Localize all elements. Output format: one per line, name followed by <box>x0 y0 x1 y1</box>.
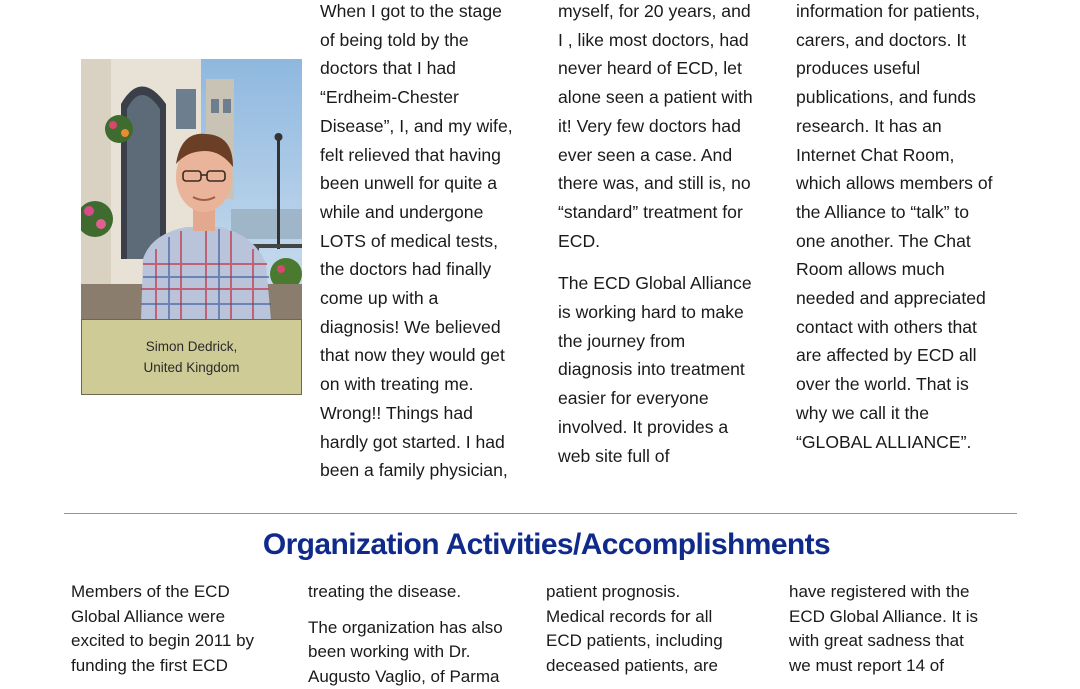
caption-name: Simon Dedrick, <box>146 336 238 357</box>
text-line: When I got to the stage <box>320 0 513 26</box>
activities-column-2 <box>308 580 503 689</box>
activities-paragraph <box>308 616 503 689</box>
text-line: The organization has also <box>308 616 503 641</box>
text-line: information for patients, <box>796 0 993 26</box>
text-line: the journey from <box>558 327 753 356</box>
text-line: Medical records for all <box>546 605 723 630</box>
text-line: Augusto Vaglio, of Parma <box>308 665 503 689</box>
text-line: “Erdheim-Chester <box>320 83 513 112</box>
text-line: on with treating me. <box>320 370 513 399</box>
text-line: have registered with the <box>789 580 978 605</box>
text-line: it! Very few doctors had <box>558 112 753 141</box>
text-line: diagnosis into treatment <box>558 355 753 384</box>
text-line: I , like most doctors, had <box>558 26 753 55</box>
text-line: diagnosis! We believed <box>320 313 513 342</box>
text-line: come up with a <box>320 284 513 313</box>
activities-column-3 <box>546 580 723 678</box>
text-line: easier for everyone <box>558 384 753 413</box>
caption-location: United Kingdom <box>143 357 239 378</box>
text-line: The ECD Global Alliance <box>558 269 753 298</box>
text-line: Room allows much <box>796 255 993 284</box>
text-line: myself, for 20 years, and <box>558 0 753 26</box>
text-line: felt relieved that having <box>320 141 513 170</box>
article-paragraph <box>320 0 513 485</box>
section-title: Organization Activities/Accomplishments <box>0 525 1080 565</box>
activities-column-1 <box>71 580 254 678</box>
article-column-3 <box>796 0 993 456</box>
text-line: produces useful <box>796 54 993 83</box>
text-line: been unwell for quite a <box>320 169 513 198</box>
text-line: ever seen a case. And <box>558 141 753 170</box>
text-line: which allows members of <box>796 169 993 198</box>
article-column-1 <box>320 0 513 485</box>
text-line: Wrong!! Things had <box>320 399 513 428</box>
text-line: over the world. That is <box>796 370 993 399</box>
photo-caption <box>81 319 302 395</box>
text-line: never heard of ECD, let <box>558 54 753 83</box>
text-line: the Alliance to “talk” to <box>796 198 993 227</box>
text-line: one another. The Chat <box>796 227 993 256</box>
activities-paragraph <box>789 580 978 678</box>
text-line: ECD patients, including <box>546 629 723 654</box>
photo-illustration <box>81 59 302 320</box>
text-line: the doctors had finally <box>320 255 513 284</box>
activities-paragraph <box>71 580 254 678</box>
text-line: Members of the ECD <box>71 580 254 605</box>
text-line: alone seen a patient with <box>558 83 753 112</box>
profile-photo <box>81 59 302 320</box>
text-line: deceased patients, are <box>546 654 723 679</box>
text-line: why we call it the <box>796 399 993 428</box>
text-line: research. It has an <box>796 112 993 141</box>
text-line: ECD Global Alliance. It is <box>789 605 978 630</box>
text-line: patient prognosis. <box>546 580 723 605</box>
text-line: publications, and funds <box>796 83 993 112</box>
text-line: ECD. <box>558 227 753 256</box>
text-line: hardly got started. I had <box>320 428 513 457</box>
text-line: treating the disease. <box>308 580 503 605</box>
activities-column-4 <box>789 580 978 678</box>
activities-paragraph <box>308 580 503 605</box>
text-line: carers, and doctors. It <box>796 26 993 55</box>
text-line: needed and appreciated <box>796 284 993 313</box>
text-line: been a family physician, <box>320 456 513 485</box>
text-line: contact with others that <box>796 313 993 342</box>
text-line: while and undergone <box>320 198 513 227</box>
article-paragraph <box>558 0 753 255</box>
text-line: “standard” treatment for <box>558 198 753 227</box>
text-line: with great sadness that <box>789 629 978 654</box>
text-line: doctors that I had <box>320 54 513 83</box>
text-line: LOTS of medical tests, <box>320 227 513 256</box>
text-line: Global Alliance were <box>71 605 254 630</box>
activities-paragraph <box>546 580 723 678</box>
text-line: web site full of <box>558 442 753 471</box>
text-line: there was, and still is, no <box>558 169 753 198</box>
text-line: we must report 14 of <box>789 654 978 679</box>
section-divider <box>64 513 1017 514</box>
article-paragraph <box>796 0 993 456</box>
text-line: “GLOBAL ALLIANCE”. <box>796 428 993 457</box>
text-line: Internet Chat Room, <box>796 141 993 170</box>
text-line: are affected by ECD all <box>796 341 993 370</box>
text-line: Disease”, I, and my wife, <box>320 112 513 141</box>
article-paragraph <box>558 269 753 470</box>
text-line: is working hard to make <box>558 298 753 327</box>
text-line: that now they would get <box>320 341 513 370</box>
article-column-2 <box>558 0 753 470</box>
text-line: funding the first ECD <box>71 654 254 679</box>
text-line: of being told by the <box>320 26 513 55</box>
text-line: excited to begin 2011 by <box>71 629 254 654</box>
text-line: involved. It provides a <box>558 413 753 442</box>
text-line: been working with Dr. <box>308 640 503 665</box>
